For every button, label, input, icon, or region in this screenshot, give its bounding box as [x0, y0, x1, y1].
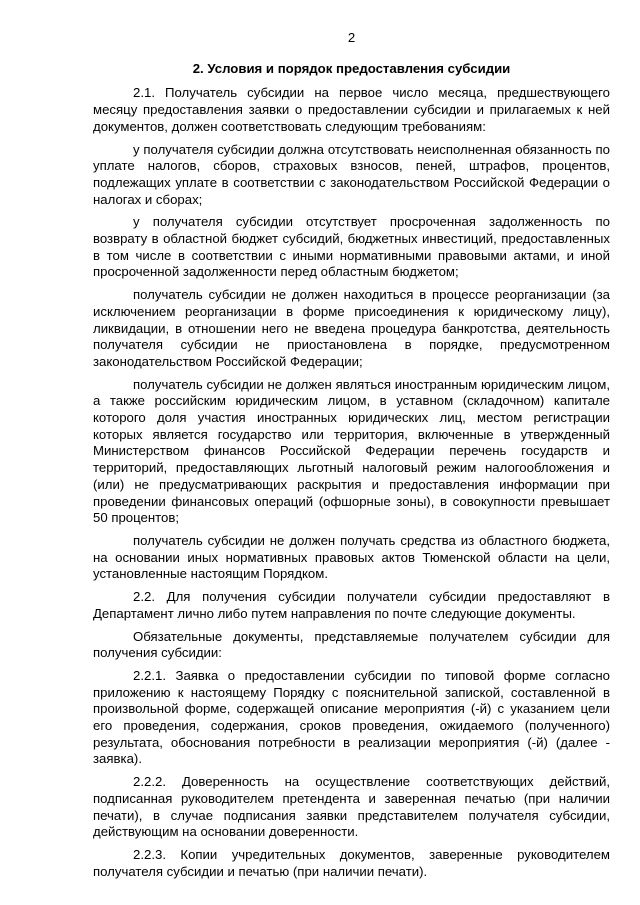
- requirement-debt: у получателя субсидии отсутствует просроченная задолженность по возврату в областной бюджет субсидий, бюджетных инвестиций, предоставленных в том числе в соответствии с иными нормативными правовыми актами, и иной просроченной задолженности перед областным бюджетом;: [93, 214, 610, 280]
- requirement-other-funding: получатель субсидии не должен получать средства из областного бюджета, на основании иных нормативных правовых актов Тюменской области на цели, установленные настоящим Порядком.: [93, 532, 610, 582]
- paragraph-2-2-1: 2.2.1. Заявка о предоставлении субсидии по типовой форме согласно приложению к настоящему Порядку с пояснительной запиской, составленной в произвольной форме, содержащей описание мероприятия (-й) с указанием цели его проведения, содержания, сроков проведения, ожидаемого (полученного) результата, обоснования потребности в реализации мероприятия (-й) (далее - заявка).: [93, 667, 610, 767]
- page-number: 2: [347, 30, 356, 45]
- paragraph-2-2-2: 2.2.2. Доверенность на осуществление соответствующих действий, подписанная руководителем претендента и заверенная печатью (при наличии печати), в случае подписания заявки представителем получателя субсидии, действующим на основании доверенности.: [93, 774, 610, 840]
- paragraph-2-2-3: 2.2.3. Копии учредительных документов, заверенные руководителем получателя субсидии и печатью (при наличии печати).: [93, 846, 610, 879]
- requirement-taxes: у получателя субсидии должна отсутствовать неисполненная обязанность по уплате налогов, сборов, страховых взносов, пеней, штрафов, процентов, подлежащих уплате в соответствии с законодательством Российской Федерации о налогах и сборах;: [93, 141, 610, 207]
- requirement-reorganization: получатель субсидии не должен находиться в процессе реорганизации (за исключением реорганизации в форме присоединения к юридическому лицу), ликвидации, в отношении него не введена процедура банкротства, деятельность получателя субсидии не приостановлена в порядке, предусмотренном законодательством Российской Федерации;: [93, 287, 610, 369]
- section-title: 2. Условия и порядок предоставления субсидии: [192, 60, 511, 76]
- mandatory-documents-intro: Обязательные документы, представляемые получателем субсидии для получения субсидии:: [93, 628, 610, 661]
- paragraph-2-1: 2.1. Получатель субсидии на первое число месяца, предшествующего месяцу предоставления заявки о предоставлении субсидии и прилагаемых к ней документов, должен соответствовать следующим требованиям:: [93, 85, 610, 134]
- requirement-foreign-entity: получатель субсидии не должен являться иностранным юридическим лицом, а также российским юридическим лицом, в уставном (складочном) капитале которого доля участия иностранных юридических лиц, местом регистрации которых является государство или территория, включенные в утвержденный Министерством финансов Российской Федерации перечень государств и территорий, предоставляющих льготный налоговый режим налогообложения и (или) не предусматривающих раскрытия и предоставления информации при проведении финансовых операций (офшорные зоны), в совокупности превышает 50 процентов;: [93, 376, 610, 526]
- paragraph-2-2: 2.2. Для получения субсидии получатели субсидии предоставляют в Департамент лично либо путем направления по почте следующие документы.: [93, 589, 610, 621]
